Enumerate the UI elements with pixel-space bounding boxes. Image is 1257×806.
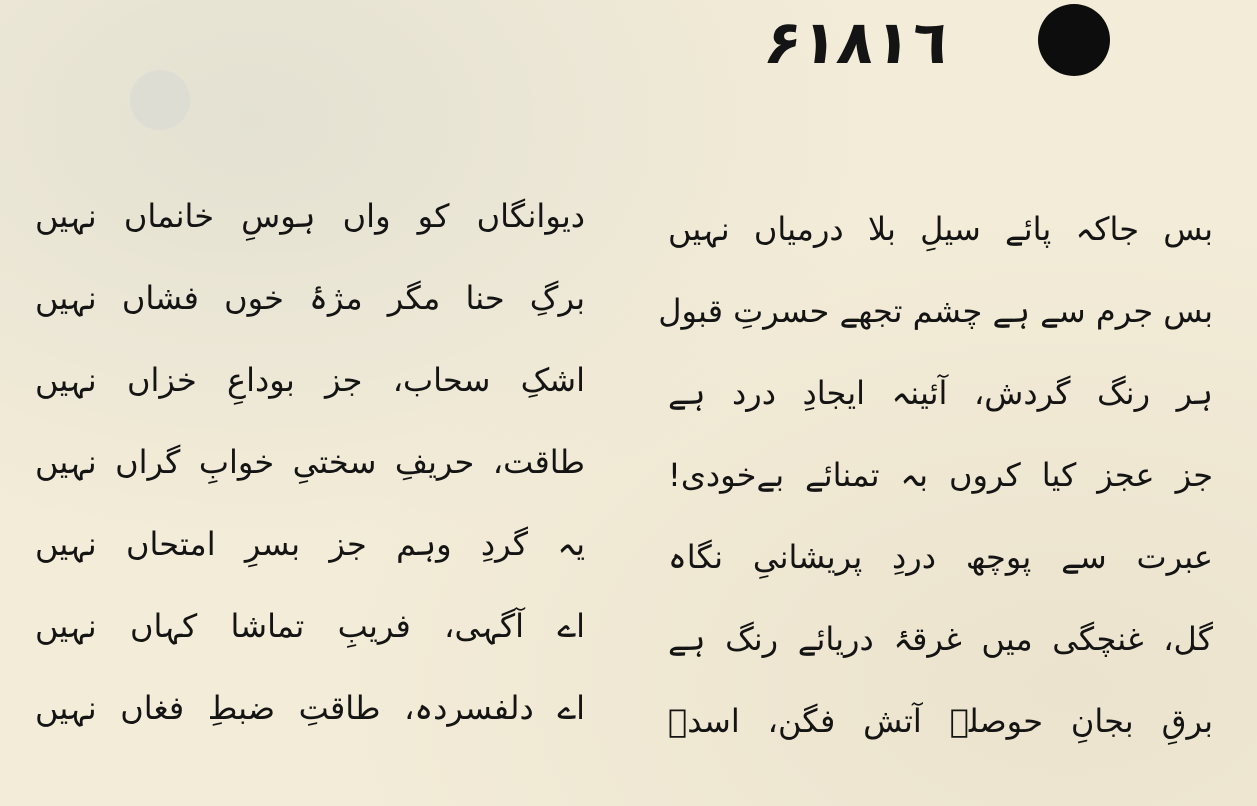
show-through-artifact [130,70,190,130]
verse-line: برگِ حنا مگر مژۂ خوں فشاں نہیں [35,279,585,317]
verse-line: بس جرم سے ہے چشم تجھے حسرتِ قبول [658,292,1213,330]
verse-line: بس جاکہ پائے سیلِ بلا درمیاں نہیں [668,210,1213,248]
left-column [35,175,585,749]
verse-line: دیوانگاں کو واں ہوسِ خانماں نہیں [35,197,585,235]
verse-line: گل، غنچگی میں غرقۂ دریائے رنگ ہے [668,620,1213,658]
verse-line: ہر رنگ گردش، آئینہ ایجادِ درد ہے [668,374,1213,412]
verse-line: اے آگہی، فریبِ تماشا کہاں نہیں [35,607,585,645]
verse-line: طاقت، حریفِ سختیِ خوابِ گراں نہیں [35,443,585,481]
verse-line: یہ گردِ وہم جز بسرِ امتحاں نہیں [35,525,585,563]
verse-line: عبرت سے پوچھ دردِ پریشانیِ نگاہ [668,538,1213,576]
verse-line: اشکِ سحاب، جز بوداعِ خزاں نہیں [35,361,585,399]
verse-line: جز عجز کیا کروں بہ تمنائے بےخودی! [668,456,1213,494]
page-number: ۶١٨١٦ [760,8,954,78]
right-column [658,188,1213,762]
verse-line: برقِ بجانِ حوصلہ آتش فگن، اسدؔ [668,702,1213,740]
verse-line: اے دلفسردہ، طاقتِ ضبطِ فغاں نہیں [35,689,585,727]
black-dot-mark [1040,6,1108,74]
